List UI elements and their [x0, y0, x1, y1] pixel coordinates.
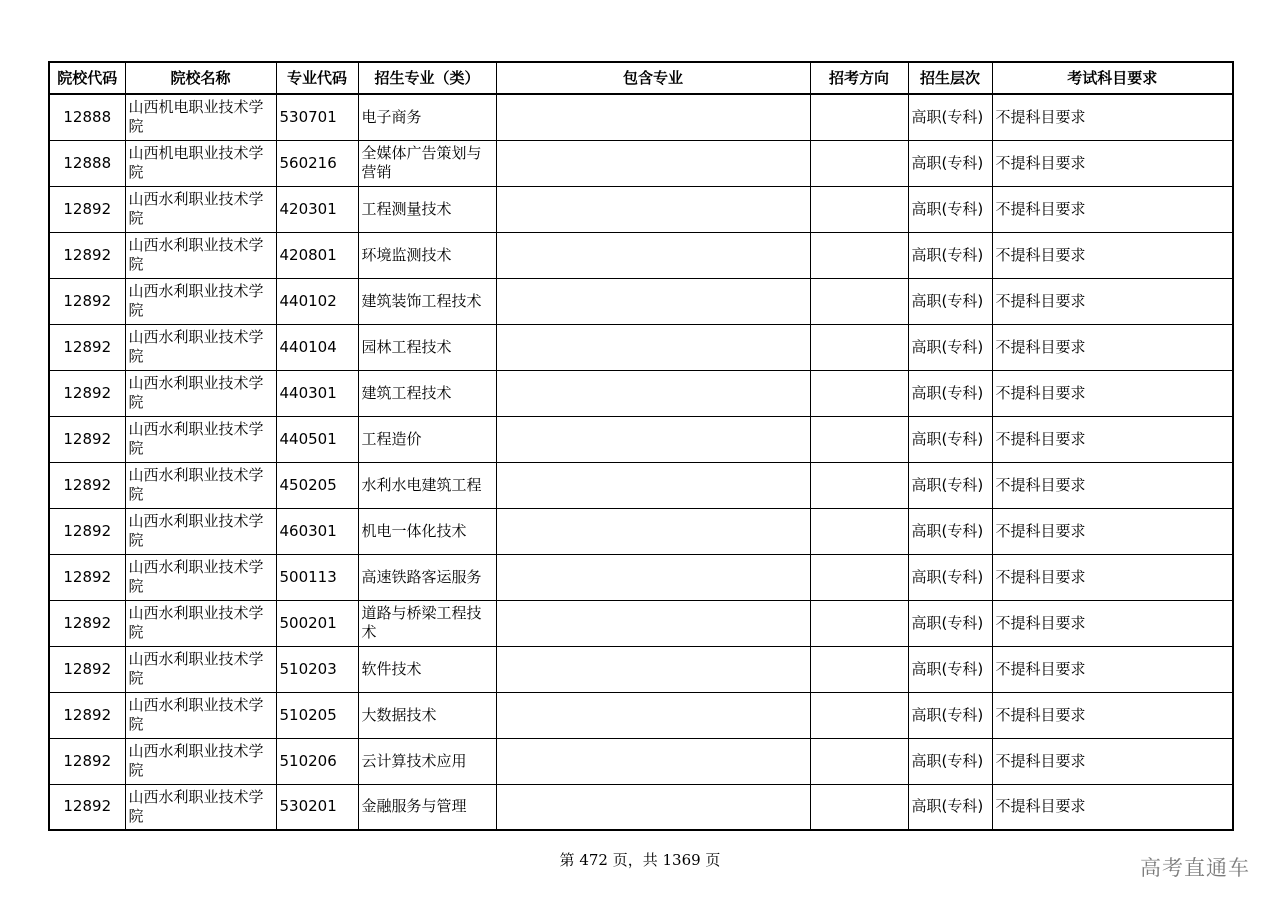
cell-level: 高职(专科): [908, 278, 992, 324]
cell-included-majors: [496, 692, 810, 738]
cell-school-code: 12892: [49, 278, 125, 324]
header-school-name: 院校名称: [125, 62, 276, 94]
cell-requirement: 不提科目要求: [992, 784, 1233, 830]
cell-major: 工程造价: [358, 416, 496, 462]
cell-school-code: 12892: [49, 554, 125, 600]
cell-major: 电子商务: [358, 94, 496, 140]
cell-direction: [810, 554, 908, 600]
cell-direction: [810, 324, 908, 370]
cell-level: 高职(专科): [908, 324, 992, 370]
cell-level: 高职(专科): [908, 416, 992, 462]
cell-school-code: 12892: [49, 784, 125, 830]
table-row: [49, 508, 1233, 554]
cell-direction: [810, 600, 908, 646]
cell-included-majors: [496, 324, 810, 370]
cell-requirement: 不提科目要求: [992, 232, 1233, 278]
cell-level: 高职(专科): [908, 646, 992, 692]
cell-direction: [810, 278, 908, 324]
table-row: [49, 784, 1233, 830]
cell-major: 机电一体化技术: [358, 508, 496, 554]
cell-direction: [810, 692, 908, 738]
table-row: [49, 646, 1233, 692]
cell-requirement: 不提科目要求: [992, 646, 1233, 692]
cell-school-name: 山西水利职业技术学院: [125, 186, 276, 232]
table-row: [49, 232, 1233, 278]
cell-level: 高职(专科): [908, 692, 992, 738]
cell-level: 高职(专科): [908, 600, 992, 646]
watermark-logo: 高考直通车: [1140, 856, 1250, 880]
cell-major: 金融服务与管理: [358, 784, 496, 830]
cell-requirement: 不提科目要求: [992, 416, 1233, 462]
cell-level: 高职(专科): [908, 508, 992, 554]
cell-school-name: 山西水利职业技术学院: [125, 508, 276, 554]
cell-included-majors: [496, 140, 810, 186]
cell-level: 高职(专科): [908, 738, 992, 784]
cell-direction: [810, 94, 908, 140]
table-row: [49, 94, 1233, 140]
cell-direction: [810, 186, 908, 232]
cell-school-name: 山西机电职业技术学院: [125, 140, 276, 186]
header-level: 招生层次: [908, 62, 992, 94]
cell-major-code: 420301: [276, 186, 358, 232]
cell-major-code: 420801: [276, 232, 358, 278]
cell-direction: [810, 508, 908, 554]
cell-school-name: 山西水利职业技术学院: [125, 462, 276, 508]
cell-direction: [810, 370, 908, 416]
cell-school-code: 12888: [49, 94, 125, 140]
cell-included-majors: [496, 784, 810, 830]
header-row: [49, 62, 1233, 94]
cell-major: 建筑工程技术: [358, 370, 496, 416]
cell-included-majors: [496, 600, 810, 646]
cell-major-code: 460301: [276, 508, 358, 554]
cell-school-name: 山西水利职业技术学院: [125, 784, 276, 830]
cell-major: 大数据技术: [358, 692, 496, 738]
cell-requirement: 不提科目要求: [992, 462, 1233, 508]
cell-requirement: 不提科目要求: [992, 94, 1233, 140]
table-row: [49, 462, 1233, 508]
cell-included-majors: [496, 232, 810, 278]
cell-school-code: 12892: [49, 324, 125, 370]
cell-major-code: 530701: [276, 94, 358, 140]
cell-included-majors: [496, 646, 810, 692]
cell-major: 工程测量技术: [358, 186, 496, 232]
cell-requirement: 不提科目要求: [992, 508, 1233, 554]
cell-level: 高职(专科): [908, 140, 992, 186]
cell-major-code: 450205: [276, 462, 358, 508]
cell-school-code: 12892: [49, 416, 125, 462]
cell-direction: [810, 232, 908, 278]
cell-requirement: 不提科目要求: [992, 554, 1233, 600]
table-row: [49, 416, 1233, 462]
cell-school-code: 12892: [49, 600, 125, 646]
cell-major-code: 440104: [276, 324, 358, 370]
cell-included-majors: [496, 738, 810, 784]
admissions-table: [48, 61, 1234, 831]
cell-major: 园林工程技术: [358, 324, 496, 370]
cell-requirement: 不提科目要求: [992, 600, 1233, 646]
cell-major: 水利水电建筑工程: [358, 462, 496, 508]
cell-major: 全媒体广告策划与营销: [358, 140, 496, 186]
cell-major: 软件技术: [358, 646, 496, 692]
cell-requirement: 不提科目要求: [992, 278, 1233, 324]
cell-included-majors: [496, 554, 810, 600]
cell-included-majors: [496, 416, 810, 462]
cell-level: 高职(专科): [908, 94, 992, 140]
cell-level: 高职(专科): [908, 784, 992, 830]
cell-school-name: 山西水利职业技术学院: [125, 278, 276, 324]
cell-school-name: 山西水利职业技术学院: [125, 232, 276, 278]
cell-school-name: 山西水利职业技术学院: [125, 370, 276, 416]
table-row: [49, 186, 1233, 232]
cell-major: 高速铁路客运服务: [358, 554, 496, 600]
table-row: [49, 738, 1233, 784]
cell-school-code: 12892: [49, 370, 125, 416]
cell-included-majors: [496, 94, 810, 140]
cell-school-name: 山西水利职业技术学院: [125, 738, 276, 784]
cell-major-code: 440102: [276, 278, 358, 324]
cell-school-name: 山西机电职业技术学院: [125, 94, 276, 140]
header-requirement: 考试科目要求: [992, 62, 1233, 94]
cell-school-code: 12892: [49, 646, 125, 692]
table-row: [49, 692, 1233, 738]
cell-included-majors: [496, 462, 810, 508]
cell-direction: [810, 416, 908, 462]
cell-school-code: 12892: [49, 232, 125, 278]
cell-major-code: 510205: [276, 692, 358, 738]
cell-school-code: 12892: [49, 738, 125, 784]
cell-direction: [810, 784, 908, 830]
cell-requirement: 不提科目要求: [992, 140, 1233, 186]
page-number: 第 472 页，共 1369 页: [559, 851, 721, 869]
cell-school-name: 山西水利职业技术学院: [125, 692, 276, 738]
header-major: 招生专业（类）: [358, 62, 496, 94]
cell-major-code: 440501: [276, 416, 358, 462]
cell-included-majors: [496, 278, 810, 324]
cell-direction: [810, 462, 908, 508]
cell-requirement: 不提科目要求: [992, 324, 1233, 370]
cell-direction: [810, 738, 908, 784]
cell-requirement: 不提科目要求: [992, 692, 1233, 738]
header-school-code: 院校代码: [49, 62, 125, 94]
cell-major-code: 530201: [276, 784, 358, 830]
cell-school-name: 山西水利职业技术学院: [125, 600, 276, 646]
cell-major-code: 500201: [276, 600, 358, 646]
cell-level: 高职(专科): [908, 186, 992, 232]
table-row: [49, 278, 1233, 324]
cell-major-code: 510203: [276, 646, 358, 692]
cell-direction: [810, 140, 908, 186]
header-included-majors: 包含专业: [496, 62, 810, 94]
table-row: [49, 600, 1233, 646]
cell-school-code: 12892: [49, 462, 125, 508]
cell-level: 高职(专科): [908, 554, 992, 600]
cell-direction: [810, 646, 908, 692]
cell-school-code: 12892: [49, 692, 125, 738]
cell-major: 环境监测技术: [358, 232, 496, 278]
cell-requirement: 不提科目要求: [992, 186, 1233, 232]
cell-school-code: 12888: [49, 140, 125, 186]
cell-major: 建筑装饰工程技术: [358, 278, 496, 324]
header-direction: 招考方向: [810, 62, 908, 94]
cell-requirement: 不提科目要求: [992, 370, 1233, 416]
cell-school-name: 山西水利职业技术学院: [125, 416, 276, 462]
cell-school-name: 山西水利职业技术学院: [125, 324, 276, 370]
table-row: [49, 370, 1233, 416]
cell-major-code: 440301: [276, 370, 358, 416]
cell-school-code: 12892: [49, 186, 125, 232]
cell-major: 云计算技术应用: [358, 738, 496, 784]
cell-level: 高职(专科): [908, 370, 992, 416]
cell-school-name: 山西水利职业技术学院: [125, 554, 276, 600]
cell-level: 高职(专科): [908, 232, 992, 278]
cell-major-code: 560216: [276, 140, 358, 186]
cell-major: 道路与桥梁工程技术: [358, 600, 496, 646]
cell-included-majors: [496, 508, 810, 554]
cell-included-majors: [496, 370, 810, 416]
cell-requirement: 不提科目要求: [992, 738, 1233, 784]
table-row: [49, 554, 1233, 600]
cell-school-code: 12892: [49, 508, 125, 554]
cell-level: 高职(专科): [908, 462, 992, 508]
table-row: [49, 140, 1233, 186]
table-body: [49, 94, 1233, 830]
cell-major-code: 500113: [276, 554, 358, 600]
header-major-code: 专业代码: [276, 62, 358, 94]
cell-school-name: 山西水利职业技术学院: [125, 646, 276, 692]
cell-included-majors: [496, 186, 810, 232]
cell-major-code: 510206: [276, 738, 358, 784]
table-row: [49, 324, 1233, 370]
